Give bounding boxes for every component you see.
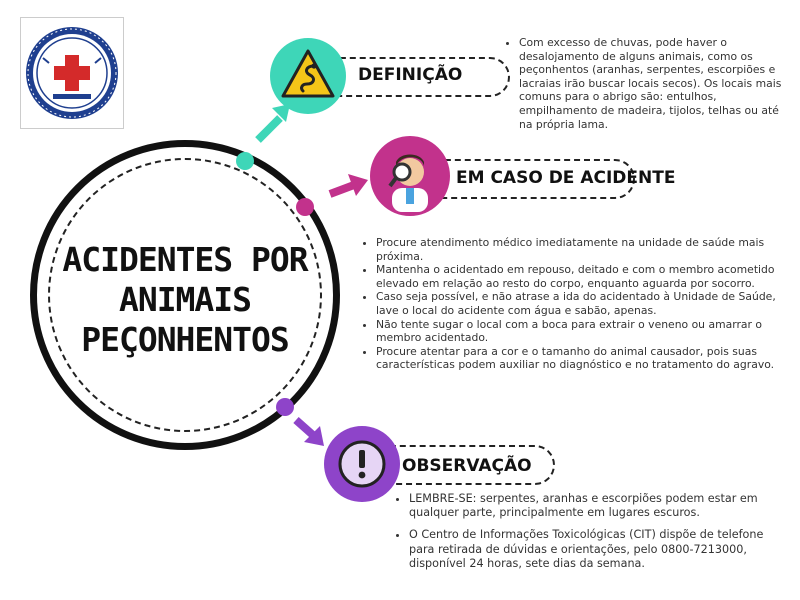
doctor-magnifier-icon — [370, 136, 450, 216]
definicao-bubble — [270, 38, 346, 114]
exclamation-icon — [324, 426, 400, 502]
connector-dot-definicao — [236, 152, 254, 170]
list-item: • Caso seja possível, e não atrase a ida do acidentado à Unidade de Saúde, lave o local do acidente com água e sabão, apenas. — [376, 290, 790, 317]
list-item: • Mantenha o acidentado em repouso, deitado e com o membro acometido elevado em relação ao resto do corpo, enquanto aguarda por socorro. — [376, 263, 790, 290]
list-item: • Não tente sugar o local com a boca para extrair o veneno ou amarrar o membro acidentado. — [376, 318, 790, 345]
definicao-text — [505, 36, 787, 131]
main-title-line3: PEÇONHENTOS — [81, 320, 289, 359]
acidente-text — [362, 236, 790, 372]
main-title — [60, 240, 310, 360]
acidente-bubble — [370, 136, 450, 216]
main-title-line1: ACIDENTES POR — [62, 240, 308, 279]
observacao-label: OBSERVAÇÃO — [402, 456, 532, 476]
connector-dot-acidente — [296, 198, 314, 216]
list-item: • Procure atendimento médico imediatamente na unidade de saúde mais próxima. — [376, 236, 790, 263]
observacao-bubble — [324, 426, 400, 502]
list-item: • LEMBRE-SE: serpentes, aranhas e escorpiões podem estar em qualquer parte, principalmente em lugares escuros. — [409, 492, 775, 520]
main-title-line2: ANIMAIS — [118, 280, 252, 319]
red-cross-seal-icon — [21, 18, 123, 128]
acidente-label: EM CASO DE ACIDENTE — [456, 168, 676, 188]
arrow-icon — [326, 172, 372, 202]
snake-warning-icon — [270, 38, 346, 114]
list-item: • Com excesso de chuvas, pode haver o desalojamento de alguns animais, como os peçonhentos (aranhas, serpentes, escorpiões e lacraias irão buscar locais secos). Os locais mais comuns para o abrigo são: entulhos, empilhamento de madeira, tijolos, telhas ou até na própria lama. — [519, 36, 787, 131]
list-item: • O Centro de Informações Toxicológicas (CIT) dispõe de telefone para retirada de dúvidas e orientações, pelo 0800-7213000, disponível 24 horas, sete dias da semana. — [409, 528, 775, 571]
list-item: • Procure atentar para a cor e o tamanho do animal causador, pois suas características podem auxiliar no diagnóstico e no tratamento do agravo. — [376, 345, 790, 372]
logo — [20, 17, 124, 129]
observacao-text — [395, 492, 775, 571]
definicao-label: DEFINIÇÃO — [358, 65, 463, 85]
